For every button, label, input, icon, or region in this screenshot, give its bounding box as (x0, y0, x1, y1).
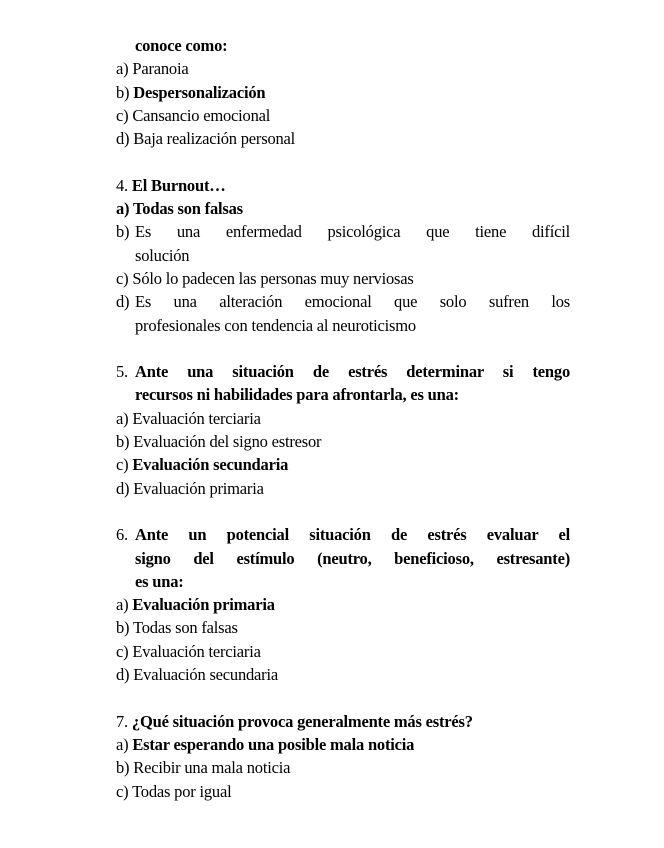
q5-option-c: c) Evaluación secundaria (116, 455, 289, 475)
q6-option-a: a) Evaluación primaria (116, 595, 275, 615)
q3-option-d: d) Baja realización personal (116, 129, 296, 149)
q4-option-c: c) Sólo lo padecen las personas muy nerviosas (116, 268, 414, 288)
q4-title: 4. El Burnout… (116, 175, 226, 195)
q6-option-c: c) Evaluación terciaria (116, 641, 261, 661)
q6-title: 6. Ante un potencial situación de estrés evaluar el signo del estímulo (neutro, beneficioso, estresante) es una: (116, 525, 570, 591)
q7-option-b: b) Recibir una mala noticia (116, 758, 291, 778)
document-page (116, 34, 570, 803)
q5-option-a: a) Evaluación terciaria (116, 408, 261, 428)
q7-title: 7. ¿Qué situación provoca generalmente más estrés? (116, 711, 473, 731)
q4-option-b: b) Es una enfermedad psicológica que tiene difícil solución (116, 222, 570, 265)
q3-option-c: c) Cansancio emocional (116, 105, 271, 125)
q5-option-d: d) Evaluación primaria (116, 478, 264, 498)
q6-option-d: d) Evaluación secundaria (116, 665, 278, 685)
q3-option-a: a) Paranoia (116, 59, 189, 79)
q3-title-continuation: conoce como: (135, 36, 228, 55)
q7-option-c: c) Todas por igual (116, 781, 232, 801)
q5-option-b: b) Evaluación del signo estresor (116, 432, 322, 452)
q4-option-a: a) Todas son falsas (116, 199, 243, 219)
q4-option-d: d) Es una alteración emocional que solo sufren los profesionales con tendencia al neuroticismo (116, 292, 570, 335)
q3-option-b: b) Despersonalización (116, 82, 266, 102)
q7-option-a: a) Estar esperando una posible mala noticia (116, 734, 415, 754)
q6-option-b: b) Todas son falsas (116, 618, 238, 638)
q5-title: 5. Ante una situación de estrés determinar si tengo recursos ni habilidades para afrontarla, es una: (116, 362, 570, 405)
